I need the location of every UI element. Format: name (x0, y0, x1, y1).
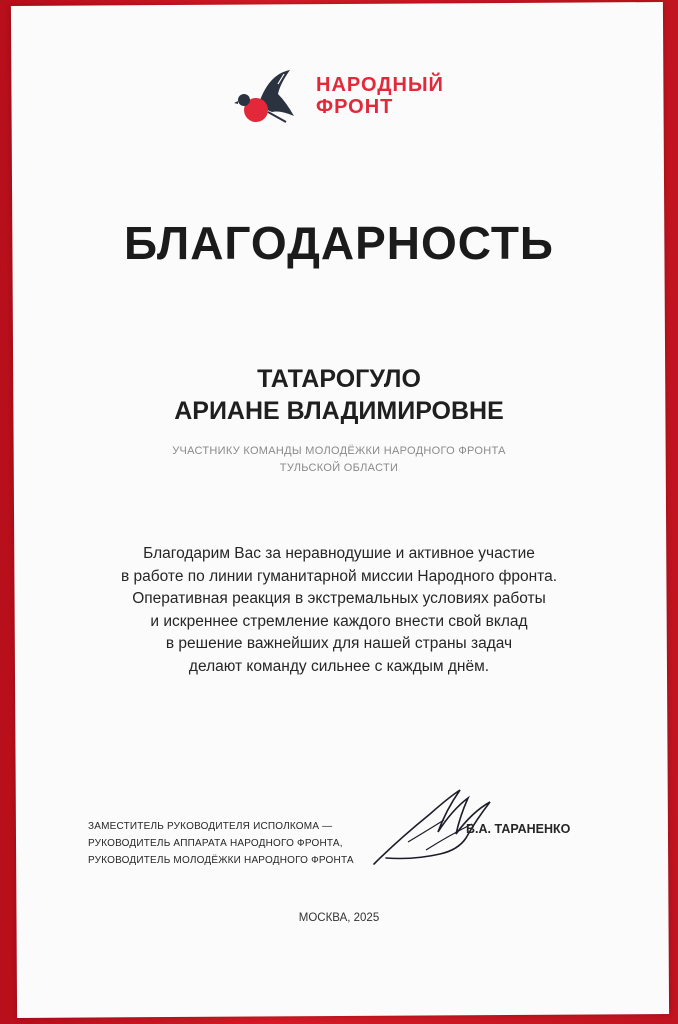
bullfinch-bird-icon (228, 64, 308, 134)
logo-line-2: ФРОНТ (316, 96, 394, 118)
recipient-role (0, 443, 678, 477)
logo-line-1: НАРОДНЫЙ (316, 74, 444, 96)
signer-position-line: РУКОВОДИТЕЛЬ МОЛОДЁЖКИ НАРОДНОГО ФРОНТА (88, 855, 354, 866)
place-and-date: МОСКВА, 2025 (298, 912, 380, 924)
signer-position-line: ЗАМЕСТИТЕЛЬ РУКОВОДИТЕЛЯ ИСПОЛКОМА — (88, 821, 333, 832)
body-line: Оперативная реакция в экстремальных условиях работы (132, 590, 546, 607)
body-line: делают команду сильнее с каждым днём. (188, 657, 490, 675)
recipient-surname: ТАТАРОГУЛО (257, 365, 421, 393)
organization-logo (228, 64, 458, 134)
logo-text (316, 74, 444, 118)
role-line-2: ТУЛЬСКОЙ ОБЛАСТИ (279, 462, 399, 474)
body-line: в работе по линии гуманитарной миссии Народного фронта. (120, 567, 558, 585)
body-line: Благодарим Вас за неравнодушие и активное участие (143, 545, 535, 562)
body-line: и искреннее стремление каждого внести свой вклад (150, 612, 528, 630)
recipient-name (0, 363, 678, 427)
signer-position-line: РУКОВОДИТЕЛЬ АППАРАТА НАРОДНОГО ФРОНТА, (88, 838, 343, 849)
signer-name: В.А. ТАРАНЕНКО (466, 822, 571, 836)
gratitude-text (0, 543, 678, 678)
role-line-1: УЧАСТНИКУ КОМАНДЫ МОЛОДЁЖКИ НАРОДНОГО ФРОНТА (172, 445, 506, 457)
signer-position (88, 818, 388, 869)
certificate-title: БЛАГОДАРНОСТЬ (124, 217, 554, 269)
body-line: в решение важнейших для нашей страны задач (165, 635, 513, 652)
recipient-given-names: АРИАНЕ ВЛАДИМИРОВНЕ (174, 397, 504, 425)
